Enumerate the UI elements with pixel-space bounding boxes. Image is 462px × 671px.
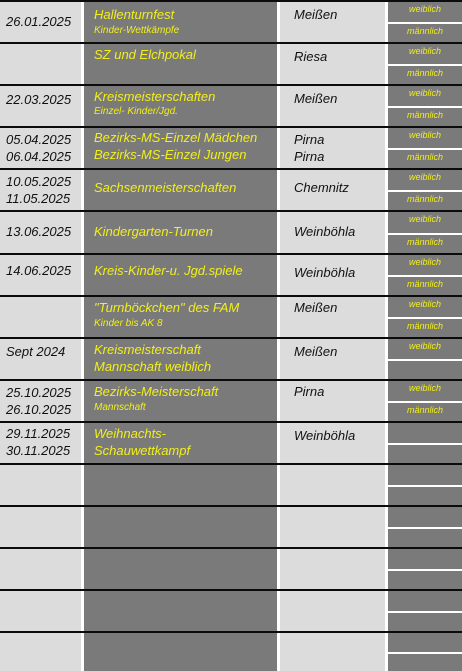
event-title: Kindergarten-Turnen xyxy=(94,224,213,239)
gender-label: weiblich xyxy=(408,214,441,224)
gender-cell xyxy=(388,549,462,589)
event-cell xyxy=(84,549,277,589)
event-title: Bezirks-Meisterschaft xyxy=(94,384,219,399)
event-cell xyxy=(84,44,277,84)
place-cell xyxy=(280,44,385,84)
place-cell xyxy=(280,423,385,463)
event-place: Weinböhla xyxy=(294,224,356,239)
event-cell xyxy=(84,297,277,337)
gender-cell xyxy=(388,86,462,126)
event-title: Sachsenmeisterschaften xyxy=(94,180,237,195)
gender-slot-bottom xyxy=(388,652,462,671)
place-cell xyxy=(280,465,385,505)
schedule-row xyxy=(0,589,462,631)
event-subtitle: Einzel- Kinder/Jgd. xyxy=(94,106,178,117)
place-cell xyxy=(280,255,385,295)
event-date: 05.04.2025 xyxy=(6,132,72,147)
gender-cell xyxy=(388,297,462,337)
gender-slot-top xyxy=(388,423,462,443)
schedule-row xyxy=(0,337,462,379)
gender-slot-top xyxy=(388,2,462,22)
schedule-row xyxy=(0,84,462,126)
schedule-row xyxy=(0,0,462,42)
schedule-row xyxy=(0,210,462,253)
event-title: Kreismeisterschaften xyxy=(94,89,216,104)
gender-cell xyxy=(388,212,462,253)
event-date: 25.10.2025 xyxy=(6,385,72,400)
place-cell xyxy=(280,381,385,421)
event-title: Bezirks-MS-Einzel Mädchen xyxy=(94,130,258,145)
event-cell xyxy=(84,2,277,42)
gender-slot-bottom xyxy=(388,443,462,463)
event-date: 14.06.2025 xyxy=(6,263,72,278)
event-subtitle: Kinder bis AK 8 xyxy=(94,318,163,329)
gender-label: weiblich xyxy=(408,383,441,393)
gender-slot-bottom xyxy=(388,106,462,126)
gender-cell xyxy=(388,255,462,295)
event-date: 22.03.2025 xyxy=(6,92,72,107)
event-title: Kreismeisterschaft xyxy=(94,342,201,357)
event-cell xyxy=(84,128,277,168)
gender-label: weiblich xyxy=(408,299,441,309)
date-cell xyxy=(0,212,81,253)
event-title: "Turnböckchen" des FAM xyxy=(94,300,240,315)
schedule-row xyxy=(0,126,462,168)
gender-cell xyxy=(388,465,462,505)
gender-cell xyxy=(388,381,462,421)
event-place: Riesa xyxy=(294,49,328,64)
place-cell xyxy=(280,170,385,210)
event-date: 26.10.2025 xyxy=(6,402,72,417)
event-date: Sept 2024 xyxy=(6,344,66,359)
date-cell xyxy=(0,255,81,295)
gender-label: männlich xyxy=(406,405,444,415)
schedule-row xyxy=(0,547,462,589)
place-cell xyxy=(280,507,385,547)
event-cell xyxy=(84,170,277,210)
date-cell xyxy=(0,128,81,168)
event-title: Hallenturnfest xyxy=(94,7,175,22)
gender-label: männlich xyxy=(406,321,444,331)
schedule-row xyxy=(0,168,462,210)
schedule-row xyxy=(0,631,462,671)
place-cell xyxy=(280,591,385,631)
gender-label: männlich xyxy=(406,194,444,204)
event-place: Meißen xyxy=(294,344,338,359)
gender-slot-top xyxy=(388,212,462,233)
gender-slot-top xyxy=(388,44,462,64)
date-cell xyxy=(0,297,81,337)
date-cell xyxy=(0,423,81,463)
gender-slot-bottom xyxy=(388,569,462,589)
event-cell xyxy=(84,591,277,631)
event-title: SZ und Elchpokal xyxy=(94,47,196,62)
place-cell xyxy=(280,2,385,42)
gender-label: männlich xyxy=(406,26,444,36)
schedule-row xyxy=(0,463,462,505)
date-cell xyxy=(0,507,81,547)
gender-label: weiblich xyxy=(408,257,441,267)
gender-cell xyxy=(388,44,462,84)
gender-slot-top xyxy=(388,128,462,148)
gender-slot-bottom xyxy=(388,190,462,210)
event-place: Pirna xyxy=(294,132,325,147)
event-title: Weihnachts- xyxy=(94,426,167,441)
gender-cell xyxy=(388,423,462,463)
date-cell xyxy=(0,381,81,421)
event-title: Bezirks-MS-Einzel Jungen xyxy=(94,147,247,162)
date-cell xyxy=(0,549,81,589)
gender-slot-top xyxy=(388,170,462,190)
event-title: Schauwettkampf xyxy=(94,443,191,458)
event-date: 29.11.2025 xyxy=(6,426,71,441)
event-date: 11.05.2025 xyxy=(6,191,71,206)
place-cell xyxy=(280,339,385,379)
event-place: Weinböhla xyxy=(294,265,356,280)
gender-label: männlich xyxy=(406,68,444,78)
event-cell xyxy=(84,255,277,295)
place-cell xyxy=(280,633,385,671)
event-cell xyxy=(84,212,277,253)
gender-slot-top xyxy=(388,297,462,317)
gender-slot-top xyxy=(388,633,462,652)
place-cell xyxy=(280,128,385,168)
event-date: 10.05.2025 xyxy=(6,174,72,189)
gender-cell xyxy=(388,170,462,210)
place-cell xyxy=(280,297,385,337)
event-subtitle: Kinder-Wettkämpfe xyxy=(94,25,180,36)
event-cell xyxy=(84,465,277,505)
event-title: Kreis-Kinder-u. Jgd.spiele xyxy=(94,263,243,278)
place-cell xyxy=(280,212,385,253)
schedule-row xyxy=(0,505,462,547)
event-place: Weinböhla xyxy=(294,428,356,443)
gender-cell xyxy=(388,507,462,547)
event-cell xyxy=(84,633,277,671)
place-cell xyxy=(280,549,385,589)
gender-label: weiblich xyxy=(408,341,441,351)
gender-slot-bottom xyxy=(388,359,462,379)
date-cell xyxy=(0,86,81,126)
gender-slot-bottom xyxy=(388,22,462,42)
event-place: Pirna xyxy=(294,149,325,164)
date-cell xyxy=(0,2,81,42)
gender-cell xyxy=(388,128,462,168)
gender-slot-bottom xyxy=(388,611,462,631)
schedule-row xyxy=(0,379,462,421)
event-place: Meißen xyxy=(294,300,338,315)
gender-cell xyxy=(388,339,462,379)
gender-slot-bottom xyxy=(388,527,462,547)
event-place: Meißen xyxy=(294,91,338,106)
gender-label: weiblich xyxy=(408,4,441,14)
event-cell xyxy=(84,86,277,126)
gender-slot-top xyxy=(388,591,462,611)
gender-label: männlich xyxy=(406,110,444,120)
gender-slot-top xyxy=(388,339,462,359)
gender-label: männlich xyxy=(406,152,444,162)
gender-slot-bottom xyxy=(388,275,462,295)
date-cell xyxy=(0,339,81,379)
gender-slot-bottom xyxy=(388,64,462,84)
place-cell xyxy=(280,86,385,126)
gender-label: männlich xyxy=(406,236,444,247)
gender-slot-top xyxy=(388,255,462,275)
gender-label: weiblich xyxy=(408,130,441,140)
gender-cell xyxy=(388,2,462,42)
schedule-row xyxy=(0,42,462,84)
date-cell xyxy=(0,170,81,210)
event-cell xyxy=(84,423,277,463)
event-place: Pirna xyxy=(294,384,325,399)
schedule-row xyxy=(0,295,462,337)
event-subtitle: Mannschaft xyxy=(94,402,146,413)
event-date: 30.11.2025 xyxy=(6,443,71,458)
date-cell xyxy=(0,465,81,505)
gender-slot-top xyxy=(388,549,462,569)
gender-slot-bottom xyxy=(388,233,462,254)
event-place: Meißen xyxy=(294,7,338,22)
event-place: Chemnitz xyxy=(294,180,349,195)
gender-slot-top xyxy=(388,86,462,106)
gender-slot-bottom xyxy=(388,401,462,421)
event-cell xyxy=(84,381,277,421)
schedule-row xyxy=(0,253,462,295)
event-date: 26.01.2025 xyxy=(6,14,72,29)
gender-slot-bottom xyxy=(388,148,462,168)
gender-slot-bottom xyxy=(388,317,462,337)
date-cell xyxy=(0,633,81,671)
event-cell xyxy=(84,339,277,379)
event-title: Mannschaft weiblich xyxy=(94,359,212,374)
event-cell xyxy=(84,507,277,547)
gender-slot-top xyxy=(388,465,462,485)
date-cell xyxy=(0,591,81,631)
gender-slot-bottom xyxy=(388,485,462,505)
gender-cell xyxy=(388,633,462,671)
gender-label: weiblich xyxy=(408,172,441,182)
gender-label: weiblich xyxy=(408,88,441,98)
date-cell xyxy=(0,44,81,84)
gender-label: weiblich xyxy=(408,46,441,56)
gender-label: männlich xyxy=(406,279,444,289)
gender-cell xyxy=(388,591,462,631)
event-date: 06.04.2025 xyxy=(6,149,72,164)
event-date: 13.06.2025 xyxy=(6,224,72,239)
schedule-row xyxy=(0,421,462,463)
gender-slot-top xyxy=(388,381,462,401)
gender-slot-top xyxy=(388,507,462,527)
